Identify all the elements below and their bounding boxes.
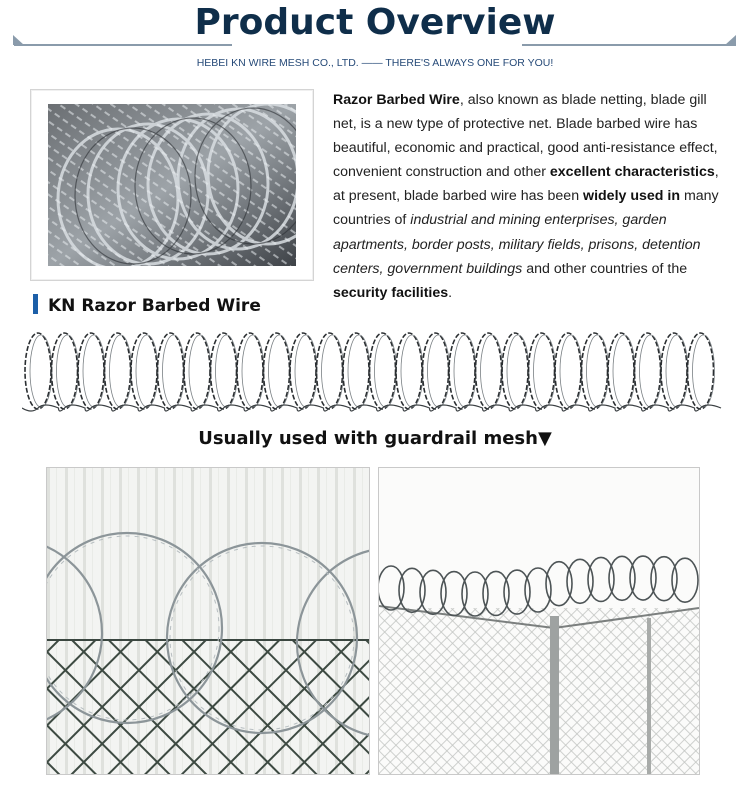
down-triangle-icon: ▼ (537, 428, 552, 449)
section-heading-label: KN Razor Barbed Wire (48, 296, 261, 316)
product-photo-frame (30, 89, 314, 281)
usage-heading-label: Usually used with guardrail mesh (198, 428, 538, 449)
page-subtitle: HEBEI KN WIRE MESH CO., LTD. —— THERE'S ALWAYS ONE FOR YOU! (196, 57, 554, 69)
desc-text-3: many countries of (333, 188, 719, 229)
fence-with-coil-on-top-photo (379, 468, 699, 774)
section-accent-bar (33, 294, 38, 314)
guardrail-photo-right (378, 467, 700, 775)
title-rule-left (14, 44, 232, 46)
desc-bold-widely-used: widely used in (583, 188, 681, 205)
desc-bold-security: security facilities (333, 284, 449, 301)
desc-text-2: , at present, blade barbed wire has been (333, 164, 719, 205)
razor-wire-coil-illustration (22, 328, 728, 414)
desc-text-4: and other countries of the (522, 260, 688, 277)
desc-italic-applications: industrial and mining enterprises, garden apartments, border posts, military fields, prisons, detention centers, government buildings (333, 212, 701, 277)
desc-text-end: . (448, 284, 453, 301)
section-heading (33, 294, 261, 318)
desc-bold-product-name: Razor Barbed Wire (333, 92, 460, 108)
desc-text-1: , also known as blade netting, blade gill net, is a new type of protective net. Blade barbed wire has beautiful, economic and practical, good anti-resistance effect, convenient construction and other (333, 92, 718, 181)
usage-heading (0, 428, 750, 449)
chain-link-fence-with-razor-coil-photo (47, 468, 369, 774)
desc-bold-characteristics: excellent characteristics (549, 164, 715, 181)
guardrail-photo-left (46, 467, 370, 775)
page-header (0, 0, 750, 80)
razor-wire-coil-photo (48, 104, 296, 266)
product-description (333, 88, 728, 305)
page-title: Product Overview (194, 2, 556, 43)
title-rule-right (522, 44, 736, 46)
